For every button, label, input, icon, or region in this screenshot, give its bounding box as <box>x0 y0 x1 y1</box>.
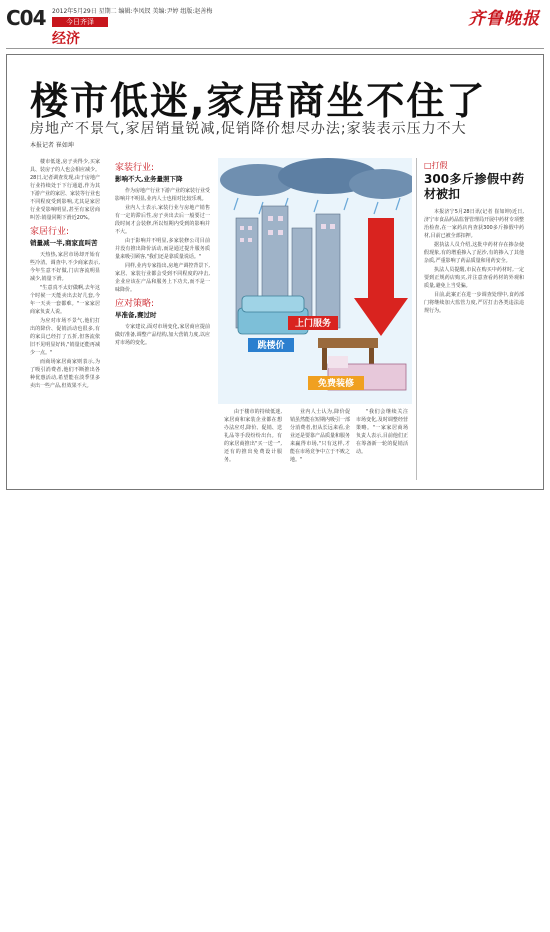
article-column-2 <box>115 158 210 480</box>
subsection-heading: 影响不大,业务量照下降 <box>115 175 183 183</box>
market-illustration <box>218 158 412 404</box>
paragraph: 本报济宁5月28日讯(记者 崔如坤)近日,济宁市食品药品监督管理局开展中药材专项整治检查,在一家药店内查获300多斤掺假中药材,目前已被全部扣押。 <box>424 209 524 239</box>
paragraph: 为应对市场不景气,他们打出的降价、促销活动也很多,有的家具已经打了五折,但客流依旧不见明显好转,"销量还能再减少一点。" <box>30 318 100 356</box>
article-column-4 <box>290 408 350 478</box>
subsection-heading: 销量减一半,商家直叫苦 <box>30 239 98 247</box>
sidebar-news <box>424 158 524 480</box>
section-tag: 今日齐泽 <box>52 17 108 27</box>
article-column-1 <box>30 158 100 480</box>
paragraph: 据执法人员介绍,这批中药材存在掺杂使假现象,有的增重掺入了泥沙,有的掺入了其他杂质,严重影响了药品质量和用药安全。 <box>424 242 524 264</box>
header-meta: 2012年5月29日 星期二 编辑:李凤钗 美编:尹婷 组版:赵善梅 <box>52 8 213 15</box>
newspaper-logo: 齐鲁晚报 <box>468 9 540 29</box>
paragraph: 天热热,家居市场却开始有些冷清。调查中,不少商家表示,今年生意不好做,门店客流明显减少,销量下滑。 <box>30 252 100 282</box>
paragraph: 业内人士认为,降价促销虽然能在短期内吸引一部分消费者,但从长远来看,企业还是要靠产品质量和服务来赢得市场,"只有这样,才能在市场竞争中立于不败之地。" <box>290 409 350 463</box>
paragraph: 同样,业内专家指出,房地产调控背景下,家居、家装行业都会受到不同程度的冲击,企业应该在产品和服务上下功夫,而不是一味降价。 <box>115 263 210 293</box>
paragraph: 由于楼市的持续低迷,家居商和家装企业都在想办法应对,降价、促销、送礼品等手段纷纷出台。有的家居商推出"买一送一",还有的推出免费设计服务。 <box>224 409 282 463</box>
subsection-heading: 早准备,赛过时 <box>115 311 157 319</box>
paragraph: 专家建议,面对市场变化,家居商应提前做好准备,调整产品结构,加大营销力度,以应对市场的变化。 <box>115 324 210 346</box>
page-header <box>6 4 544 48</box>
paragraph: 业内人士表示,家装行业与房地产销售有一定的滞后性,房子卖出去后一般要过一段时间才会装修,所以短期内受到的影响并不大。 <box>115 205 210 235</box>
section-name: 经济 <box>52 31 80 47</box>
paragraph: 执法人员提醒,市民在购买中药材时,一定要到正规药店购买,并注意查看药材的外观和质量,避免上当受骗。 <box>424 267 524 289</box>
paragraph: "我们会继续关注市场变化,及时调整经营策略。"一家家居商场负责人表示,目前他们正在筹备新一轮的促销活动。 <box>356 409 408 455</box>
subsection-title: 应对策略: <box>115 299 155 309</box>
paragraph: 而商场家居商家则表示,为了吸引消费者,他们不断推出各种优惠活动,希望能在淡季里多卖出一些产品,但效果不大。 <box>30 359 100 389</box>
subsection-title: 家装行业: <box>115 163 155 173</box>
article-column-5 <box>356 408 408 478</box>
paragraph: "生意真不太好做啊,去年这个时候一天能卖出去好几套,今年一天卖一套都难。"一家家居商家负责人说。 <box>30 285 100 315</box>
illustration-graphic <box>218 158 412 404</box>
page-number: C04 <box>6 6 46 30</box>
paragraph: 作为房地产行业下游产业的家装行业受影响并不明显,业内人士也相对比较乐观。 <box>115 188 210 202</box>
paragraph: 由于影响并不明显,多家装修公司目前并没有推出降价活动,而是通过提升服务质量来吸引顾客,"我们还是靠质量说话。" <box>115 238 210 260</box>
label-price: 跳楼价 <box>257 341 285 351</box>
sidebar-tag: □打假 <box>424 161 448 170</box>
article-headline: 楼市低迷,家居商坐不住了 <box>30 79 487 123</box>
article-subhead: 房地产不景气,家居销量锐减,促销降价想尽办法;家装表示压力不大 <box>30 121 467 137</box>
article-byline: 本报记者 崔如坤 <box>30 142 74 149</box>
paragraph: 楼市低迷,房子卖得少,买家具、装房子的人也会相应减少。28日,记者调查发现,由于房地产行业持续处于下行通道,作为其下游产业的家居、家装等行业也不同程度受到影响,尤其是家居行业受影响明显,甚至有家居商叫苦:销量同期下滑近20%。 <box>30 159 100 221</box>
sidebar-headline: 300多斤掺假中药材被扣 <box>424 172 524 201</box>
label-free: 免费装修 <box>317 379 355 389</box>
paragraph: 目前,此案正在进一步调查处理中,食药部门将继续加大监管力度,严厉打击各类违法违规行为。 <box>424 292 524 314</box>
label-promo: 上门服务 <box>294 319 332 329</box>
subsection-title: 家居行业: <box>30 227 70 237</box>
article-column-3 <box>224 408 282 478</box>
header-rule <box>6 48 544 49</box>
column-divider <box>416 158 417 480</box>
